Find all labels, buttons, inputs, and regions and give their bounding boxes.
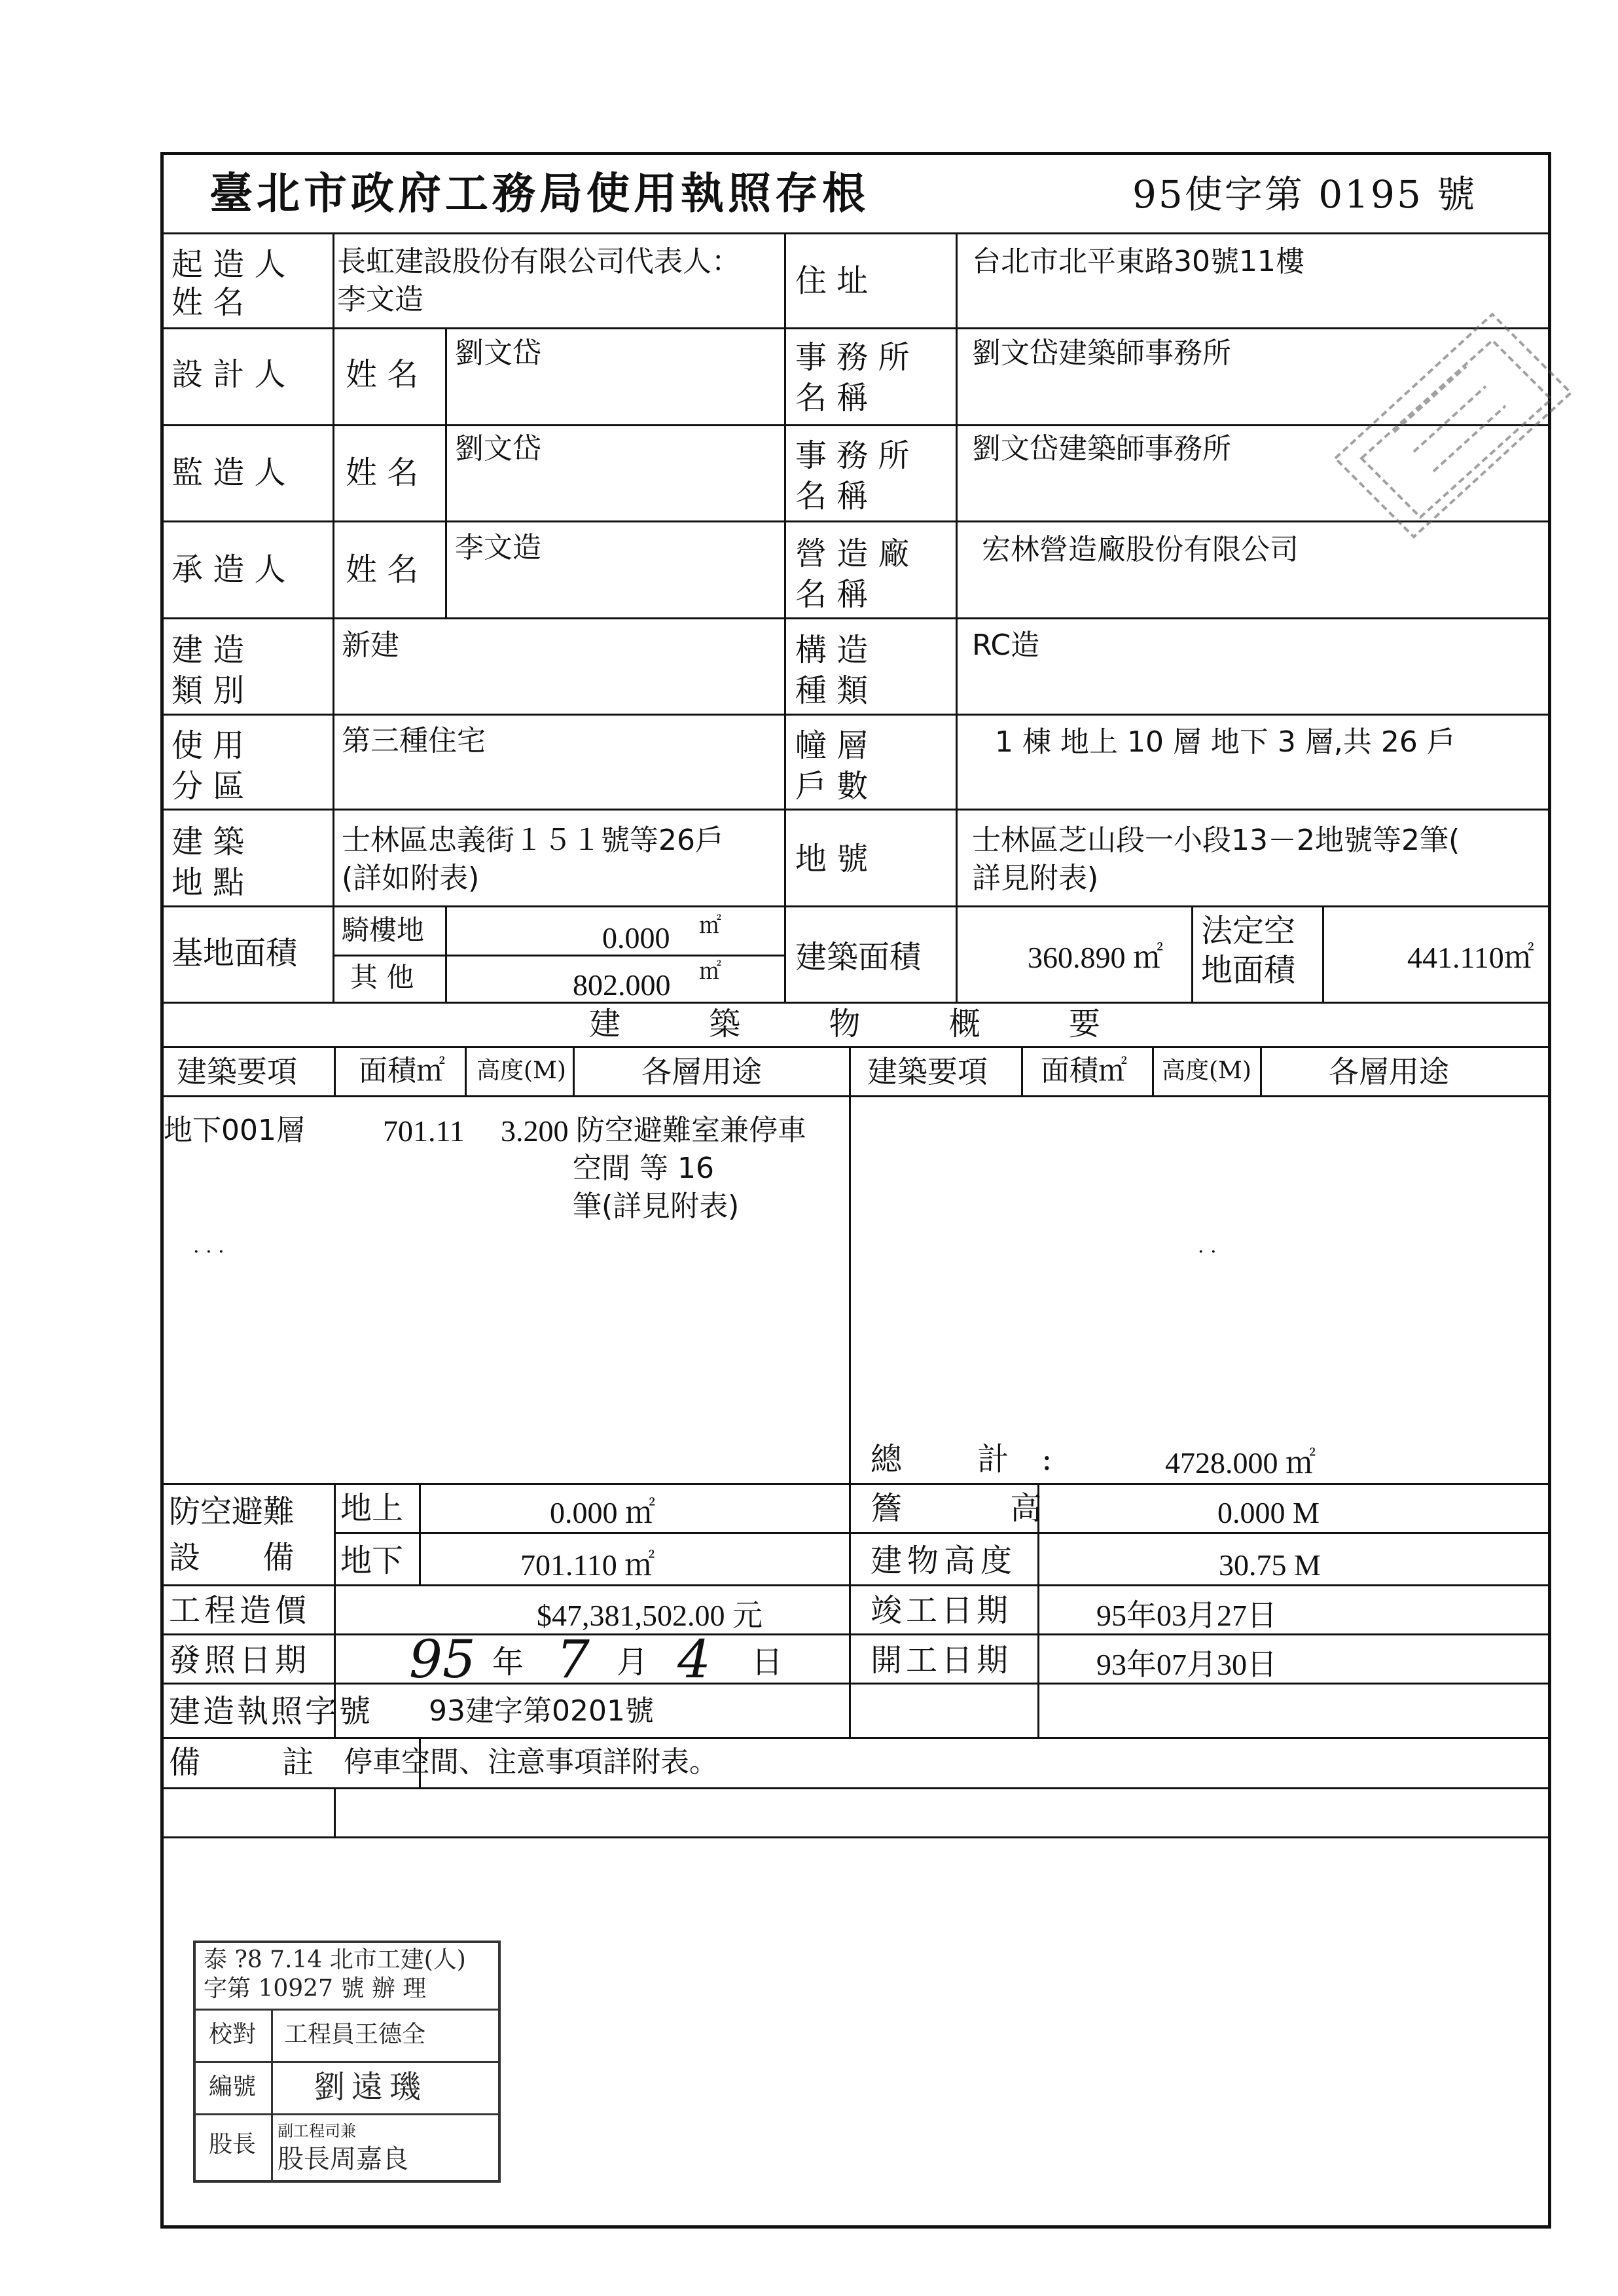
col-area-right: 面積㎡: [1041, 1054, 1127, 1087]
applicant-company: 長虹建設股份有限公司代表人：: [337, 245, 740, 278]
divider: [1021, 1046, 1023, 1095]
contractor-label: 承 造 人: [171, 551, 286, 588]
applicant-representative: 李文造: [337, 283, 423, 316]
divider: [573, 1046, 575, 1095]
issue-year-unit: 年: [492, 1644, 524, 1681]
lot-label: 地 號: [795, 841, 869, 877]
eaves-label: 簷 高: [871, 1490, 1042, 1527]
designer-office-label: 事 務 所 名 稱: [795, 339, 910, 416]
col-use-left: 各層用途: [641, 1054, 762, 1089]
shelter-below-label: 地下: [340, 1542, 404, 1579]
stamp-check-label: 校對: [209, 2021, 257, 2048]
site-area-label: 基地面積: [171, 935, 298, 972]
scan-dots: · ·: [1198, 1241, 1217, 1264]
divider: [160, 905, 1551, 907]
divider: [160, 809, 1551, 811]
divider: [956, 232, 958, 1002]
open-space-label-1: 法定空: [1201, 913, 1296, 949]
divider: [851, 1532, 1551, 1534]
divider: [160, 1683, 1551, 1685]
divider: [419, 1483, 421, 1584]
divider: [160, 1095, 1551, 1097]
divider: [160, 1046, 1551, 1048]
start-label: 開工日期: [871, 1642, 1013, 1679]
divider: [334, 1532, 849, 1534]
divider: [334, 1787, 336, 1836]
other-value: 802.000: [573, 968, 671, 1002]
divider: [1191, 905, 1193, 1002]
divider: [160, 1737, 1551, 1739]
divider: [160, 1836, 1551, 1838]
stamp-number-value: 劉遠璣: [314, 2069, 428, 2105]
floor-use-3: 筆(詳見附表): [573, 1190, 740, 1223]
contractor-name: 李文造: [455, 531, 541, 564]
structure-value: RC造: [972, 629, 1040, 662]
form-title: 臺北市政府工務局使用執照存根: [209, 168, 869, 219]
issue-day: 4: [677, 1629, 711, 1690]
contractor-office: 宏林營造廠股份有限公司: [982, 533, 1299, 566]
floor-area: 701.11: [383, 1114, 465, 1148]
other-label: 其 他: [350, 961, 414, 993]
structure-label: 構 造 種 類: [795, 632, 869, 709]
supervisor-office-label: 事 務 所 名 稱: [795, 437, 910, 515]
issue-day-unit: 日: [751, 1644, 783, 1681]
stamp-chief-value-2: 股長周嘉良: [278, 2144, 408, 2174]
divider: [1260, 1046, 1262, 1095]
col-item-left: 建築要項: [177, 1054, 297, 1089]
divider: [445, 905, 447, 1002]
supervisor-name: 劉文岱: [455, 432, 541, 465]
location-label: 建 築 地 點: [171, 824, 245, 901]
designer-office: 劉文岱建築師事務所: [972, 337, 1231, 370]
permit-number-label: 建造執照字號: [169, 1693, 374, 1730]
official-seal: [1296, 262, 1577, 655]
contractor-name-label: 姓 名: [346, 551, 419, 588]
location-value: 士林區忠義街１５１號等26戶: [342, 824, 724, 857]
approval-stamp: [193, 1941, 501, 2183]
remark-value: 停車空間、注意事項詳附表。: [344, 1745, 718, 1779]
issue-year: 95: [409, 1629, 476, 1690]
address-value: 台北市北平東路30號11樓: [972, 245, 1304, 278]
col-use-right: 各層用途: [1329, 1054, 1449, 1089]
total-value: 4728.000 ㎡: [1165, 1446, 1316, 1480]
start-value: 93年07月30日: [1096, 1648, 1277, 1681]
location-note: (詳如附表): [342, 862, 480, 895]
floor-height: 3.200: [501, 1114, 569, 1148]
completion-label: 竣工日期: [871, 1592, 1013, 1629]
supervisor-label: 監 造 人: [171, 454, 286, 491]
stamp-line-1: 泰 ?8 7.14 北市工建(人): [204, 1946, 466, 1973]
other-unit: ㎡: [699, 960, 721, 984]
stamp-chief-value-1: 副工程司兼: [278, 2122, 356, 2140]
shelter-above-value: 0.000 ㎡: [550, 1496, 655, 1529]
remark-label: 備 註: [169, 1744, 314, 1781]
completion-value: 95年03月27日: [1096, 1599, 1277, 1632]
designer-name-label: 姓 名: [346, 356, 419, 393]
shelter-below-value: 701.110 ㎡: [520, 1548, 655, 1582]
supervisor-name-label: 姓 名: [346, 454, 419, 491]
floor-name: 地下001層: [164, 1114, 305, 1147]
permit-serial: 95使字第 0195 號: [1132, 172, 1477, 217]
cost-value: $47,381,502.00 元: [537, 1599, 763, 1632]
stamp-line-2: 字第 10927 號 辦 理: [204, 1975, 427, 2002]
floors-value: 1 棟 地上 10 層 地下 3 層,共 26 戶: [995, 725, 1456, 759]
divider: [160, 1633, 1551, 1635]
col-area-left: 面積㎡: [359, 1054, 445, 1087]
col-item-right: 建築要項: [867, 1054, 988, 1089]
issue-date-label: 發照日期: [169, 1642, 311, 1679]
address-label: 住 址: [795, 263, 869, 299]
divider: [334, 955, 785, 957]
divider: [784, 232, 786, 1002]
applicant-label: 起 造 人 姓 名: [171, 246, 286, 321]
supervisor-office: 劉文岱建築師事務所: [972, 432, 1231, 465]
divider: [160, 1483, 1551, 1485]
lot-note: 詳見附表): [972, 862, 1099, 895]
divider: [160, 1787, 1551, 1789]
building-area-value: 360.890 ㎡: [1028, 941, 1163, 974]
divider: [333, 232, 334, 1002]
stamp-check-value: 工程員王德全: [284, 2021, 426, 2048]
divider: [334, 1046, 336, 1095]
divider: [1322, 905, 1324, 1002]
floors-label: 幢 層 戶 數: [795, 727, 869, 805]
stamp-number-label: 編號: [209, 2073, 257, 2100]
floor-use-2: 空間 等 16: [573, 1152, 714, 1185]
divider: [445, 327, 447, 617]
overview-title: 建 築 物 概 要: [589, 1006, 1140, 1042]
col-height-left: 高度(M): [476, 1057, 566, 1084]
zoning-label: 使 用 分 區: [171, 727, 245, 805]
divider: [160, 714, 1551, 716]
building-height-label: 建物高度: [871, 1542, 1018, 1579]
stamp-chief-label: 股長: [209, 2131, 257, 2158]
building-area-label: 建築面積: [795, 939, 922, 975]
divider: [160, 1584, 1551, 1586]
construction-type: 新建: [342, 629, 399, 662]
floor-use-1: 防空避難室兼停車: [576, 1114, 806, 1147]
open-space-label-2: 地面積: [1201, 952, 1296, 989]
divider: [1152, 1046, 1154, 1095]
arcade-label: 騎樓地: [342, 914, 425, 946]
construction-type-label: 建 造 類 別: [171, 632, 245, 709]
lot-value: 士林區芝山段一小段13－2地號等2筆(: [972, 824, 1460, 857]
divider: [849, 1046, 851, 1737]
permit-number-value: 93建字第0201號: [429, 1694, 654, 1728]
zoning-value: 第三種住宅: [342, 724, 486, 757]
col-height-right: 高度(M): [1162, 1057, 1251, 1084]
total-label: 總 計:: [871, 1441, 1085, 1478]
shelter-label-2: 設 備: [169, 1539, 295, 1576]
open-space-value: 441.110㎡: [1407, 941, 1534, 974]
eaves-value: 0.000 M: [1217, 1496, 1320, 1529]
shelter-label-1: 防空避難: [169, 1493, 295, 1530]
arcade-value: 0.000: [602, 921, 670, 955]
designer-label: 設 計 人: [171, 356, 286, 393]
designer-name: 劉文岱: [455, 337, 541, 370]
shelter-above-label: 地上: [340, 1490, 404, 1527]
divider: [160, 1002, 1551, 1004]
arcade-unit: ㎡: [699, 914, 721, 938]
contractor-office-label: 營 造 廠 名 稱: [795, 536, 910, 613]
building-height-value: 30.75 M: [1219, 1548, 1321, 1582]
divider: [160, 232, 1551, 234]
issue-month-unit: 月: [617, 1644, 649, 1681]
cost-label: 工程造價: [169, 1592, 311, 1629]
divider: [465, 1046, 467, 1095]
issue-month: 7: [556, 1629, 590, 1690]
scan-dots: · · ·: [193, 1241, 225, 1264]
